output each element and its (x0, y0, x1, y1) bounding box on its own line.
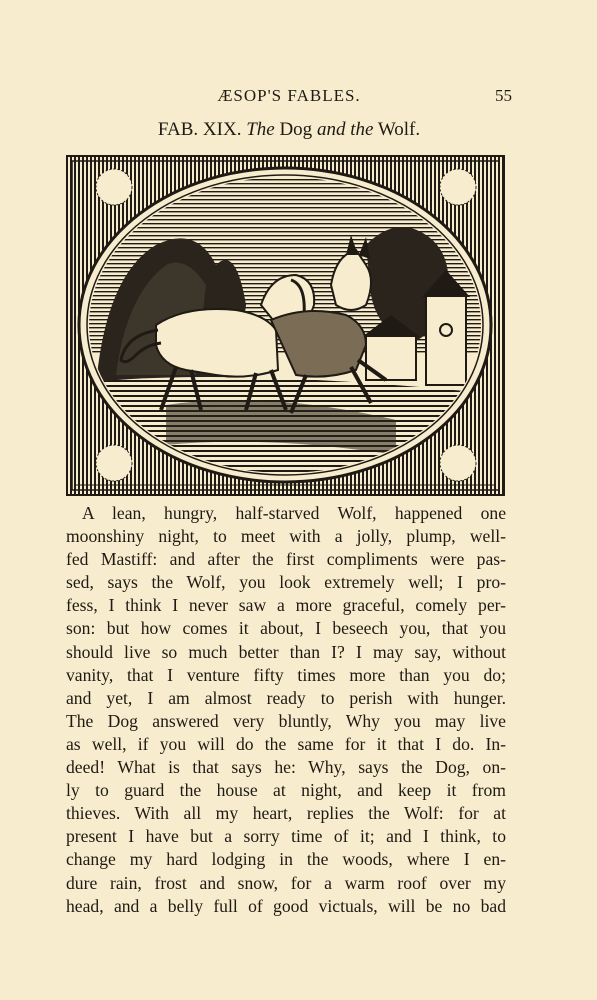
fable-title-the: The (246, 119, 275, 140)
text-line: son: but how comes it about, I beseech you, that you (66, 618, 506, 639)
text-line: head, and a belly full of good victuals, will be no bad (66, 895, 506, 916)
text-line: present I have but a sorry time of it; and I think, to (66, 826, 506, 847)
fable-number: FAB. XIX. (157, 119, 242, 140)
text-line: should live so much better than I? I may say, without (66, 641, 506, 662)
fable-title-wolf: Wolf. (377, 119, 421, 140)
woodcut-illustration (66, 155, 505, 496)
running-head (66, 86, 512, 108)
page-number: 55 (495, 86, 512, 105)
dog-and-wolf-woodcut-icon (66, 155, 505, 496)
text-line: thieves. With all my heart, replies the Wolf: for at (66, 803, 506, 824)
text-line: vanity, that I venture fifty times more than you do; (66, 664, 506, 685)
text-line: fess, I think I never saw a more graceful, comely per- (66, 595, 506, 616)
text-line: as well, if you will do the same for it that I do. In- (66, 733, 506, 754)
text-line: change my hard lodging in the woods, where I en- (66, 849, 506, 870)
running-title: ÆSOP'S FABLES. (217, 86, 361, 105)
text-line: sed, says the Wolf, you look extremely well; I pro- (66, 572, 506, 593)
text-line: The Dog answered very bluntly, Why you may live (66, 710, 506, 731)
text-line: deed! What is that says he: Why, says the Dog, on- (66, 757, 506, 778)
text-line: A lean, hungry, half-starved Wolf, happened one (82, 503, 506, 523)
text-line: and yet, I am almost ready to perish with hunger. (66, 687, 506, 708)
text-line: fed Mastiff: and after the first compliments were pas- (66, 549, 506, 570)
fable-heading (66, 119, 512, 141)
text-line: dure rain, frost and snow, for a warm roof over my (66, 872, 506, 893)
text-line: moonshiny night, to meet with a jolly, plump, well- (66, 526, 506, 547)
fable-text (66, 502, 506, 918)
text-line: ly to guard the house at night, and keep it from (66, 780, 506, 801)
fable-title-and-the: and the (316, 119, 374, 140)
fable-title-dog: Dog (279, 119, 313, 140)
